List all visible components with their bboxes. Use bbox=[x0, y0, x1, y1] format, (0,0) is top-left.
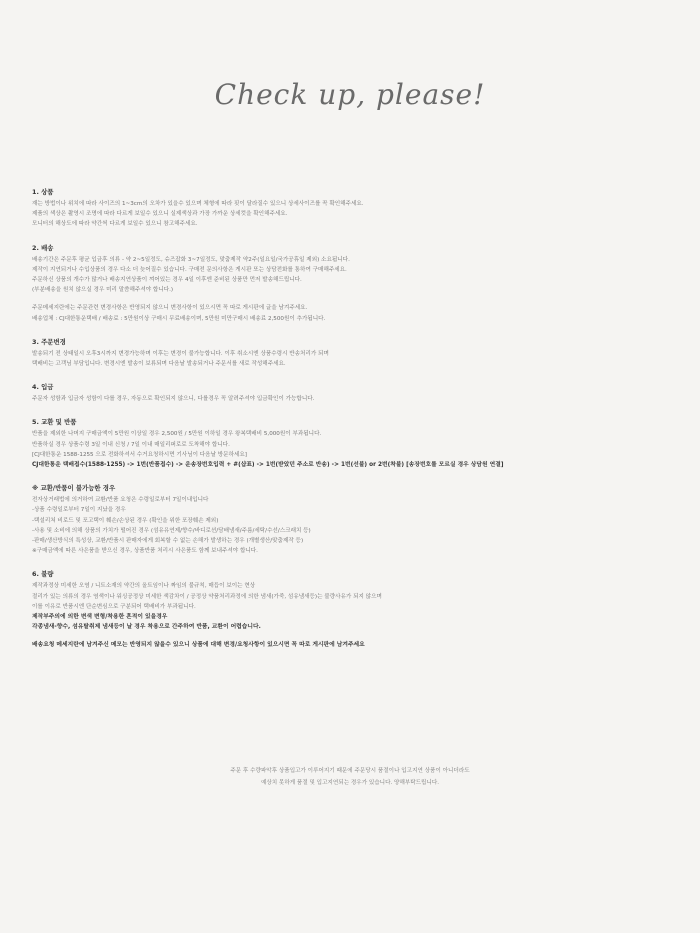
section-line: 제작부주의에 의한 변색 변형/착용한 흔적이 있을경우 bbox=[32, 614, 168, 621]
section-title: 2. 배송 bbox=[32, 243, 54, 252]
footer-line: 예상치 못하게 품절 및 입고지연되는 경우가 있습니다. 양해부탁드립니다. bbox=[260, 780, 440, 786]
section-line: 반품하실 경우 상품수령 3일 이내 신청 / 7일 이내 매일리퍼로로 도착해야 합니다. bbox=[32, 441, 230, 448]
section-spacer bbox=[32, 632, 672, 640]
section-line: -상품 수령일로부터 7일이 지났을 경우 bbox=[32, 507, 126, 514]
section-line: 제품의 색상은 촬영시 조명에 따라 다르게 보일수 있으니 실제색상과 가장 가까운 상세컷을 확인해주세요. bbox=[32, 211, 288, 218]
section-line: 주문메세지란에는 주문관련 변경사항은 반영되지 않으니 변경사항이 있으시면 꼭 따로 게시판에 글을 남겨주세요. bbox=[32, 305, 308, 312]
section-title: 5. 교환 및 반품 bbox=[32, 418, 77, 427]
section-line: 반품을 제외한 나머지 구매금액이 5만원 이상일 경우 2,500원 / 5만원 이하일 경우 왕복택배비 5,000원이 부과됩니다. bbox=[32, 431, 322, 438]
notice-content bbox=[32, 186, 672, 663]
notice-section bbox=[32, 186, 672, 230]
section-line: 모니터의 해상도에 따라 약간씩 다르게 보일수 있으니 참고해주세요. bbox=[32, 221, 198, 228]
section-spacer bbox=[32, 295, 672, 303]
section-line: 택배비는 고객님 부담입니다. 변경시엔 발송이 보류되며 다음날 발송되거나 주문서를 새로 작성해주세요. bbox=[32, 361, 286, 368]
footer-notice bbox=[0, 765, 700, 789]
section-line: 각종냄새-향수, 섬유탈취제 냄새등이 날 경우 착용으로 간주하여 반품, 교환이 어렵습니다. bbox=[32, 624, 261, 631]
section-title: 1. 상품 bbox=[32, 188, 54, 196]
section-line: 배송업체 : CJ대한통운택배 / 배송료 : 5만원이상 구매시 무료배송이며, 5만원 미만구매시 배송료 2,500원이 추가됩니다. bbox=[32, 315, 326, 322]
section-line: 발송되기 전 상태일시 오후3시까지 변경가능하며 이후는 변경이 불가능합니다. 이후 취소시엔 상품수령시 반송처리가 되며 bbox=[32, 350, 329, 357]
section-line: ※구매금액에 따른 사은품을 받으신 경우, 상품반품 처리시 사은품도 함께 보내주셔야 합니다. bbox=[32, 548, 258, 555]
notice-section bbox=[32, 336, 672, 369]
section-line: CJ대한통운 택배접수(1588-1255) -> 1번(반품접수) -> 운송장번호입력 + #(샵표) -> 1번(받았던 주소로 반송) -> 1번(선불) or 2번(착불) [송장번호를 모르실 경우 상담원 연결] bbox=[32, 462, 504, 469]
section-line: (부분배송을 원치 않으실 경우 미리 말씀해주셔야 합니다.) bbox=[32, 287, 174, 294]
section-line: 절리가 있는 의류의 경우 염색이나 워싱공정상 미세한 색감차이 / 공정상 약품처리과정에 의한 냄새(가죽, 섬유냄새등)는 불량사유가 되지 않으며 bbox=[32, 593, 382, 600]
section-title: ※ 교환/반품이 불가능한 경우 bbox=[32, 484, 116, 493]
section-line: 주문자 성함과 입금자 성함이 다를 경우, 자동으로 확인되지 않으니, 다를경우 꼭 알려주셔야 입금확인이 가능합니다. bbox=[32, 396, 315, 403]
notice-section bbox=[32, 482, 672, 556]
section-line: 전자상거래법에 의거하여 교환/반품 요청은 수령일로부터 7일이내입니다 bbox=[32, 497, 209, 504]
notice-section bbox=[32, 242, 672, 324]
section-line: -택설리쳐 비로드 및 포고택이 훼손/손상된 경우 (확인을 위한 포장훼손 제외) bbox=[32, 517, 219, 524]
section-title: 6. 불량 bbox=[32, 570, 54, 579]
notice-section bbox=[32, 568, 672, 650]
section-title: 4. 입금 bbox=[32, 383, 54, 392]
section-line: 이를 이유로 반품시엔 단순변심으로 구분되어 택배비가 부과됩니다. bbox=[32, 603, 196, 610]
notice-section bbox=[32, 381, 672, 404]
section-line: 제작이 지연되거나 수입상품의 경우 다소 더 늦어질수 있습니다. 구매전 문의사항은 게시판 또는 상담전화를 통하여 구매해주세요. bbox=[32, 266, 347, 273]
section-line: [CJ대한통운 1588-1255 으로 전화하셔서 수거요청하시면 기사님이 다음날 방문하세요] bbox=[32, 451, 247, 458]
section-line: 배송기간은 주문후 평균 입금후 의류 - 약 2~5일정도, 슈즈잡화 3~7일정도, 맞춤제작 약2주(일요일/국가공휴일 제외) 소요됩니다. bbox=[32, 256, 350, 263]
section-title: 3. 주문변경 bbox=[32, 337, 66, 346]
section-line: -사용 및 소비에 의해 상품의 가치가 떨어진 경우 (섬유유연제/향수/바디로션/담배냄새/주름/세탁/수선/스크래치 등) bbox=[32, 527, 311, 534]
notice-section bbox=[32, 416, 672, 470]
page-title: Check up, please! bbox=[214, 78, 486, 111]
footer-line: 주문 후 수량파악후 상품입고가 이루어지기 때문에 주문당시 품절이나 입고지연 상품이 아니더라도 bbox=[230, 768, 470, 774]
section-line: 주문하신 상품의 개수가 많거나 배송지연상품이 껴어있는 경우 4일 이후엔 준비된 상품만 먼저 발송해드립니다. bbox=[32, 277, 302, 284]
section-line: 재는 방법이나 위치에 따라 사이즈의 1~3cm의 오차가 있을수 있으며 체형에 따라 핏이 달라질수 있으니 상세사이즈를 꼭 확인해주세요. bbox=[32, 201, 364, 207]
section-line: -판매/생산방식의 특성상, 교환/반품시 판매자에게 회복할 수 없는 손해가 발생하는 경우 (개별생산/맞춤제작 등) bbox=[32, 538, 304, 545]
section-line: 배송요청 메세지란에 남겨주신 메모는 반영되지 않을수 있으니 상품에 대해 변경/요청사항이 있으시면 꼭 따로 게시판에 남겨주세요 bbox=[32, 642, 365, 649]
section-line: 제작과정상 미세한 오염 / 니트소재의 약간의 올트임이나 짜임의 불규칙, 매듭이 보이는 현상 bbox=[32, 583, 256, 590]
